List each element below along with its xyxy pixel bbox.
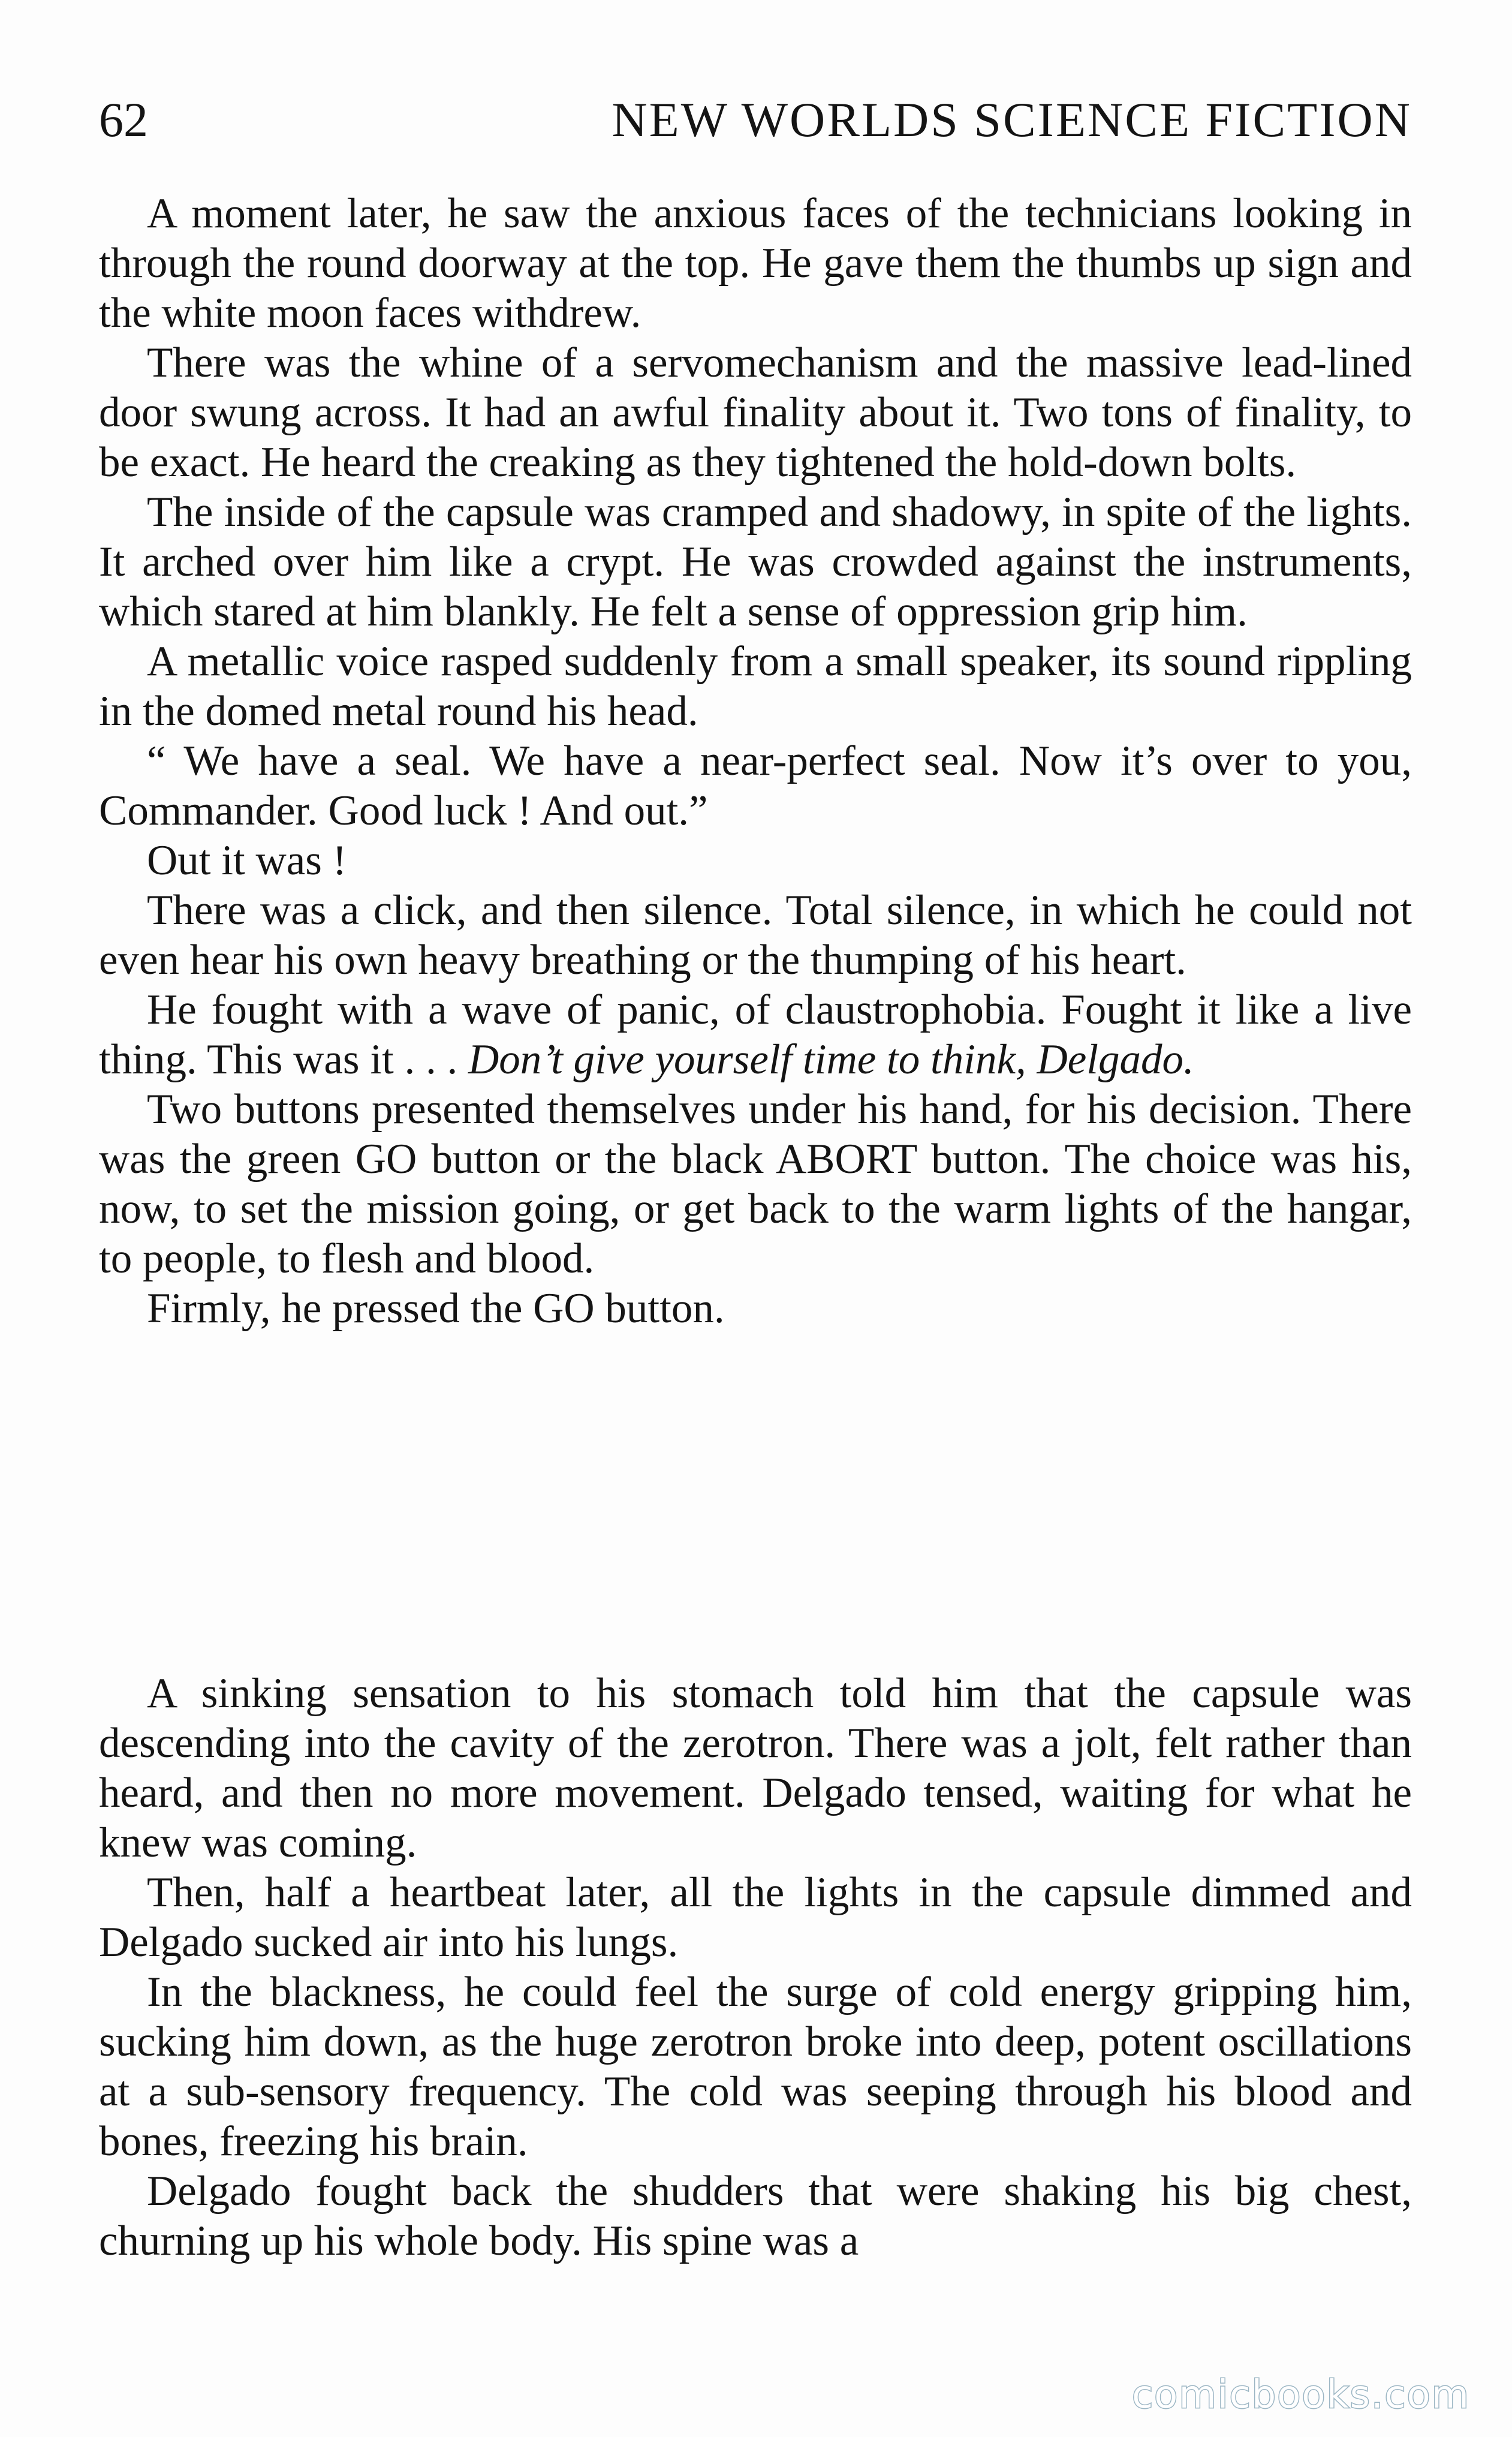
text-section-1 <box>99 189 1412 1334</box>
paragraph: Firmly, he pressed the GO button. <box>147 1285 725 1332</box>
text-section-2 <box>99 1669 1412 2266</box>
paragraph: Out it was ! <box>147 837 347 884</box>
paragraph: Two buttons presented themselves under his hand, for his decision. There was the green GO button or the black ABORT button. The choice was his, now, to set the mission going, or get back to the warm lights of the hangar, to people, to flesh and blood. <box>99 1086 1412 1282</box>
paragraph: “ We have a seal. We have a near-perfect seal. Now it’s over to you, Commander. Good luck ! And out.” <box>99 738 1412 834</box>
italic-thought: Don’t give yourself time to think, Delgado. <box>468 1036 1194 1083</box>
paragraph: Delgado fought back the shudders that were shaking his big chest, churning up his whole body. His spine was a <box>99 2168 1412 2264</box>
page-header <box>99 90 1412 150</box>
paragraph: A sinking sensation to his stomach told him that the capsule was descending into the cavity of the zerotron. There was a jolt, felt rather than heard, and then no more movement. Delgado tensed, waiting for what he knew was coming. <box>99 1670 1412 1866</box>
paragraph-text: He fought with a wave of panic, of claustrophobia. Fought it like a live thing. This was it . . . <box>99 986 1412 1083</box>
paragraph: In the blackness, he could feel the surge of cold energy gripping him, sucking him down, as the huge zerotron broke into deep, potent oscillations at a sub-sensory frequency. The cold was seeping through his blood and bones, freezing his brain. <box>99 1969 1412 2165</box>
page-number: 62 <box>99 92 148 147</box>
paragraph: Then, half a heartbeat later, all the lights in the capsule dimmed and Delgado sucked air into his lungs. <box>99 1869 1412 1966</box>
running-head: NEW WORLDS SCIENCE FICTION <box>612 92 1412 147</box>
paragraph: There was the whine of a servomechanism and the massive lead-lined door swung across. It had an awful finality about it. Two tons of finality, to be exact. He heard the creaking as they tightened the hold-down bolts. <box>99 339 1412 486</box>
paragraph: A moment later, he saw the anxious faces of the technicians looking in through the round doorway at the top. He gave them the thumbs up sign and the white moon faces withdrew. <box>99 190 1412 336</box>
paragraph: There was a click, and then silence. Total silence, in which he could not even hear his own heavy breathing or the thumping of his heart. <box>99 887 1412 983</box>
paragraph: The inside of the capsule was cramped and shadowy, in spite of the lights. It arched over him like a crypt. He was crowded against the instruments, which stared at him blankly. He felt a sense of oppression grip him. <box>99 489 1412 635</box>
paragraph: A metallic voice rasped suddenly from a small speaker, its sound rippling in the domed metal round his head. <box>99 638 1412 735</box>
watermark: comicbooks.com <box>1131 2373 1470 2417</box>
paragraph <box>99 985 1412 1085</box>
